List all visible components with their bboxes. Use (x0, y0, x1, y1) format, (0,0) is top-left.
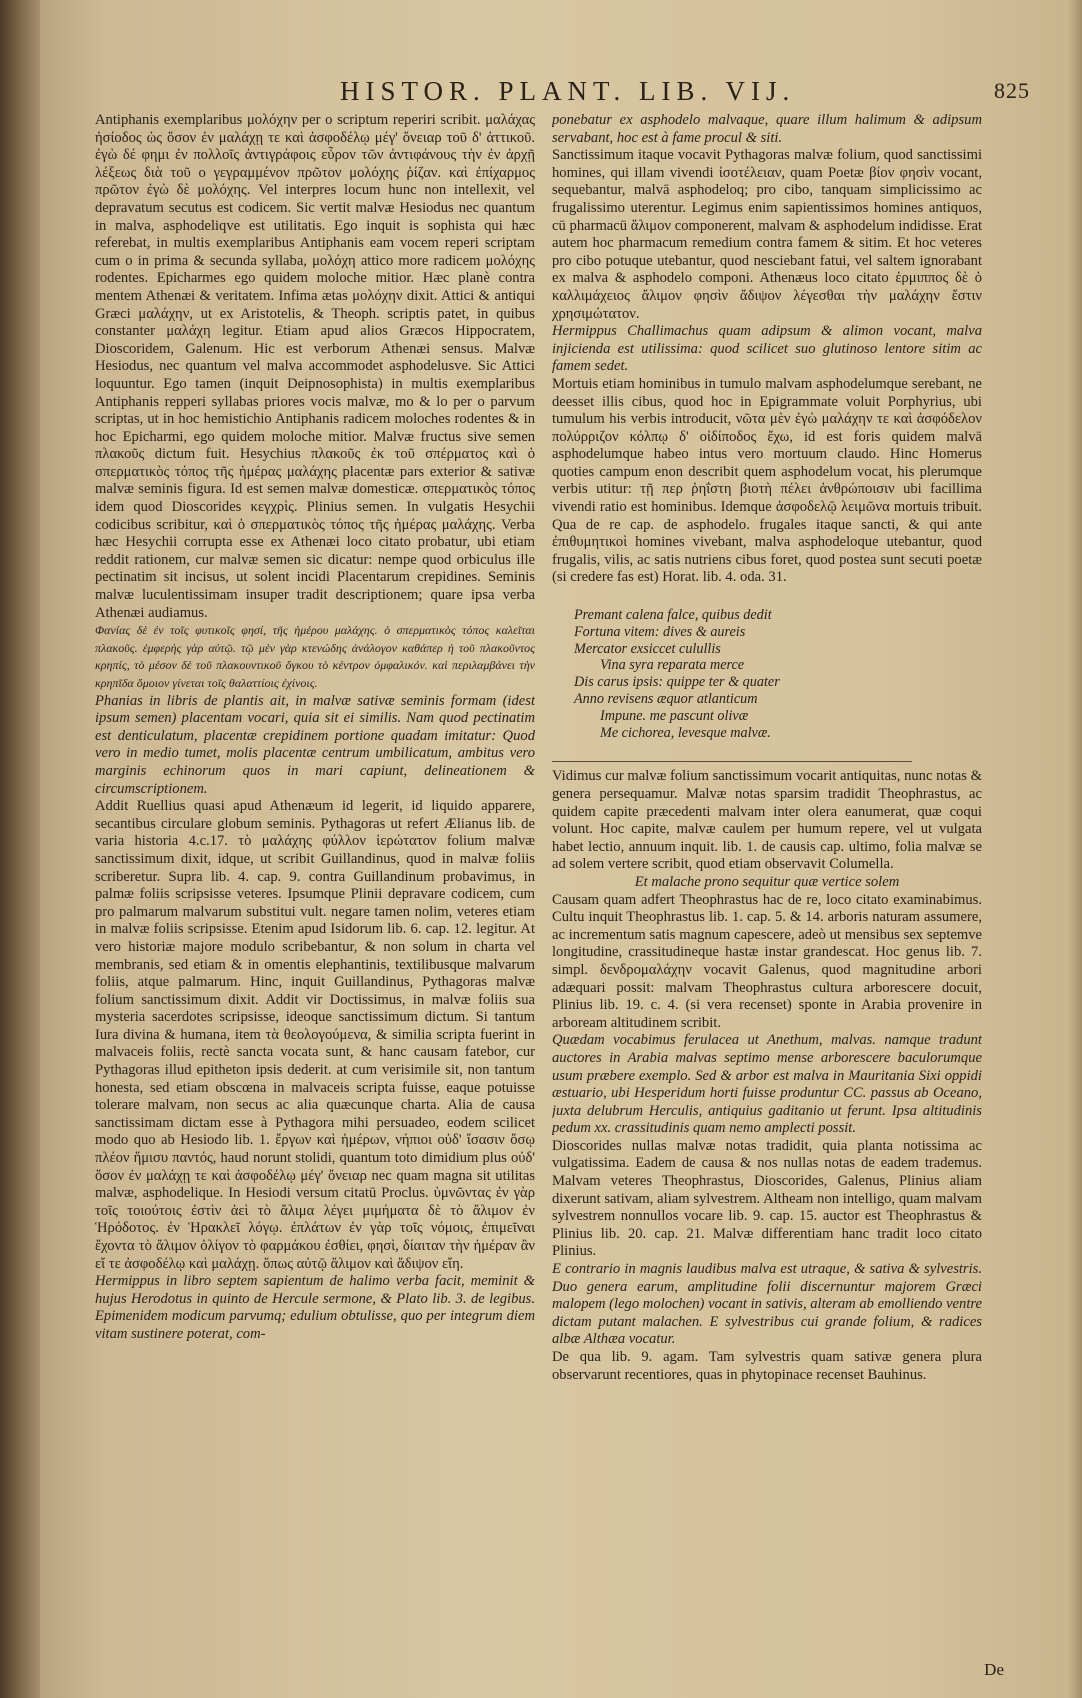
poem-line: Anno revisens æquor atlanticum (574, 691, 758, 708)
right-column (552, 112, 982, 1642)
right-italic-paragraph: Hermippus Challimachus quam adipsum & alimon vocant, malva injicienda est utilissima: quod scilicet suo glutinoso lentore sitim ac famem sedet. (552, 323, 982, 375)
right-italic-paragraph: ponebatur ex asphodelo malvaque, quare illum halimum & adipsum servabant, hoc est à fame procul & siti. (552, 112, 982, 146)
right-paragraph: Vidimus cur malvæ folium sanctissimum vocarit antiquitas, nunc notas & genera persequamur. Malvæ notas sparsim tradidit Theophrastus, ac quidem capite præcedenti malvam inter olera eanumerat, quæ coqui volunt. Hoc capite, malvæ caulem per humum repere, vel ut vulgata habet lectio, annuum inquit. lib. 1. de causis cap. ultimo, folia malvæ se ad solem vertere scribit, quod etiam observavit Columella. (552, 768, 982, 873)
right-paragraph: Sanctissimum itaque vocavit Pythagoras malvæ folium, quod sanctissimi homines, qui illam vivendi ἰσοτέλειαν, quam Poetæ βίον φησὶν vocant, sequebantur, malvā asphodeloq; pro cibo, tanquam simplicissimo ac frugalissimo uterentur. Legimus enim sapientissimos homines antiquos, cū pharmacū ἄλιμον componerent, malvam & asphodelum indidisse. Erat autem hoc pharmacum remedium contra famem & sitim. Et hoc veteres pro cibo potuque utebantur, quod nesciebant fatui, vel saltem ignorabant ex malva & asphodelo componi. Athenæus loco citato ἑρμιππος δὲ ὁ καλλιμάχειος ἄλιμον φησὶν ἄδιψον λέγεσθαι τὴν μαλάχην ἔστιν χρησιμώτατον. (552, 147, 982, 322)
right-italic-paragraph: Quædam vocabimus ferulacea ut Anethum, malvas. namque tradunt auctores in Arabia malvas septimo mense arborescere baculorumque usum præbere exemplo. Sed & arbor est malva in Mauritania Sixi oppidi æstuario, ubi Hesperidum horti fuisse produntur CC. passus ab Oceano, juxta delubrum Herculis, antiquius gaditanio ut ferunt. Ipsa altitudinis pedum xx. crassitudinis quam nemo amplecti possit. (552, 1032, 982, 1137)
poem-line: Premant calena falce, quibus dedit (574, 607, 772, 624)
left-italic-paragraph: Phanias in libris de plantis ait, in malvæ sativæ seminis formam (idest ipsum semen) placentam vocari, quia sit ei similis. Nam quod pectinatim est denticulatum, placentæ crepidinem portione quadam imitatur: Quod vero in medio tumet, molis placentæ centrum umbilicatum, ambitus vero marginis echinorum quos in mari capiunt, delineationem & circumscriptionem. (95, 692, 535, 797)
poem-line: Mercator exsiccet culullis (574, 640, 721, 657)
right-italic-paragraph: E contrario in magnis laudibus malva est utraque, & sativa & sylvestris. Duo genera earum, amplitudine folii discernuntur majorem Græci malopem (lego molochen) vocant in sativis, alteram ab emolliendo ventre dictam putant malachen. E sylvestribus cui grande folium, & radices albæ Althæa vocatur. (552, 1261, 982, 1348)
left-italic-paragraph: Hermippus in libro septem sapientum de halimo verba facit, meminit & hujus Herodotus in quinto de Hercule sermone, & Plato lib. 3. de legibus. Epimenidem modicum parvumq; edulium obtulisse, quo per integrum diem vitam sustinere poterat, com- (95, 1273, 535, 1342)
section-rule (552, 761, 912, 762)
horace-ode-quote (574, 607, 982, 741)
page-number: 825 (994, 78, 1030, 103)
poem-line: Fortuna vitem: dives & aureis (574, 623, 746, 640)
verse-quote: Et malache prono sequitur quæ vertice solem (634, 873, 900, 890)
page-edge-shadow (1068, 0, 1082, 1698)
right-paragraph: Mortuis etiam hominibus in tumulo malvam asphodelumque serebant, ne deesset illis cibus, quod hoc in Epigrammate voluit Porphyrius, ubi tumulum his verbis introducit, νῶτα μὲν ἐγὼ μαλάχην τε καὶ ἀσφόδελον πολύρριζον κόλπῳ δ' οἰδίποδος ἔχω, id est foris quidem malvā asphodelumque habeo intus vero mortuum claudo. Hinc Homerus quoties campum enon describit quem asphodelum vocat, his plerumque verbis utitur: τῇ περ ῥηΐστη βιοτὴ πέλει ἀνθρώποισιν ubi facillima vivendi ratio est hominibus. Idemque ἀσφοδελῷ λειμῶνα mortuis tribuit. Qua de re cap. de asphodelo. frugales itaque sancti, & qui ante ἐπιθυμητικοὶ homines vivebant, malva asphodeloque utebantur, quod frugalis, vilis, ac satis nutriens cibus foret, quod postea sunt secuti poetæ (si credere fas est) Horat. lib. 4. oda. 31. (552, 375, 982, 586)
left-greek-passage: Φανίας δὲ ἐν τοῖς φυτικοῖς φησί, τῆς ἡμέρου μαλάχης. ὁ σπερματικὸς τόπος καλεῖται πλακοῦς. ἐμφερὴς γὰρ αὐτῷ. τῷ μὲν γὰρ κτενώδης ἀνάλογον καθάπερ ἡ τοῦ πλακοῦντος κρηπίς, τὸ μέσον δὲ τοῦ πλακουντικοῦ ὄγκου τὸ κέντρον ὀμφαλικόν. καὶ περιλαμβάνει τὴν κρηπῖδα ὅμοιον γίνεται τοῖς θαλαττίοις ἐχίνοις. (95, 623, 535, 690)
poem-line: Impune. me pascunt olivæ (600, 707, 749, 724)
catchword: De (984, 1660, 1004, 1679)
left-paragraph: Addit Ruellius quasi apud Athenæum id legerit, id liquido apparere, secantibus circulare globum seminis. Pythagoras ut refert Ælianus lib. de varia historia 4.c.17. τὸ μαλάχης φύλλον ἱερώτατον folium malvæ sanctissimum dixit, idque, ut scribit Guillandinus, quod in malvæ foliis scriberetur. Supra lib. 4. cap. 9. contra Guillandinum probavimus, in palmæ foliis scripsisse veteres. Ipsumque Plinii depravare codicem, cum pro palmarum malvarum substitui vult. negare tamen nolim, veteres etiam in malvæ foliis scripsisse. Etenim apud Isidorum lib. 6. cap. 12. legitur. At vero historiæ majore modulo scribebantur, & non solum in charta vel membranis, sed etiam & in omentis elephantinis, textilibusque malvarum foliis, atque palmarum. Hinc, inquit Guillandinus, Pythagoras malvæ folium sanctissimum dixit. Addit vir Doctissimus, in malvæ foliis sua mysteria sacerdotes scripsisse, ideoque sanctissimum dictum. Si tantum Iura divina & humana, item τὰ θεολογούμενα, & similia scripta fuerint in malvaceis foliis, rectè sancta vocata sunt, & hanc causam fatebor, cur Pythagoras illud epitheton ipsis dederit. at cum verisimile sit, non tantum honesta, sed etiam obscœna in malvaceis scripta fuisse, eaque potuisse tolerare malvam, non secus ac alia quæcunque charta. Alia de causa sanctissimam dictam esse à Pythagora mihi persuadeo, eodem scilicet modo quo ab Hesiodo lib. 1. ἔργων καὶ ἡμέρων, νήπιοι οὐδ' ἴσασιν ὅσῳ πλέον ἥμισυ παντός, haud norunt stolidi, quantum toto dimidium plus οὐδ' ὅσον ἐν μαλάχῃ τε καὶ ἀσφοδέλῳ μέγ' ὄνειαρ nec quam magna sit utilitas malvæ, asphodelique. In Hesiodi versum citatū Proclus. ὑμνῶντας ἐν γὰρ τοῖς τοιούτοις ἐστὶν ἀεὶ τὸ ἄλιμα λέγει μιμήματα δὲ τὸ ἄλιμον ἐν Ἡρόδοτος. ἐν Ἡρακλεῖ λόγῳ. ἐπλάτων ἐν γὰρ τοῖς νόμοις, ἐπιμεῖναι ἔχοντα τὸ ἄλιμον ὀλίγον τὸ φαρμάκου ἐσθίει, φησὶ, δίαιταν τὴν ἡμέραν ἂν εἴ τε ἀσφοδέλῳ καὶ μαλάχῃ. ὅπως αὐτῷ ἄλιμον καὶ ἄδιψον εἴη. (95, 798, 535, 1272)
poem-line: Dis carus ipsis: quippe ter & quater (574, 674, 780, 691)
poem-line: Vina syra reparata merce (600, 657, 745, 674)
right-paragraph: Causam quam adfert Theophrastus hac de re, loco citato examinabimus. Cultu inquit Theophrastus lib. 1. cap. 5. & 14. arboris naturam assumere, ac incrementum satis magnum capescere, adeò ut mensibus sex septemve longitudine, crassitudineque hastæ instar grandescat. Hoc genus lib. 7. simpl. δενδρομαλάχην vocavit Galenus, quod magnitudine arbori adæquari possit: malvam Theophrastus cultura arborescere docuit, Plinius lib. 19. c. 4. (si vera recenset) sponte in Arabia provenire in arboream altitudinem scribit. (552, 891, 982, 1031)
left-paragraph: Antiphanis exemplaribus μολόχην per ο scriptum reperiri scribit. μαλάχας ἠσίοδος ὡς ὅσον ἐν μαλάχῃ τε καὶ ἀσφοδέλῳ μέγ' ὄνειαρ τοῦ δ' ἀττικοῦ. ἐγὼ δέ φημι ἐν πολλοῖς ἀντιγράφοις εὗρον τῶν ἀντιφάνους τὴν ἐν ἀρχῇ λέξεως διὰ τοῦ ο γεγραμμένον πρῶτον μολόχης ῥίζαν. καὶ ἐπίχαρμος πρῶτον ἐγὼ δὲ μολόχης. Vel interpres locum hunc non intellexit, vel depravatum secutus est codicem. Sic vertit malvæ Hesiodus nec quantum in malva, asphodeliqve est utilitatis. Ego inquit is sophista qui hæc referebat, in multis exemplaribus Antiphanis eam vocem reperi scriptam cum o in prima & secunda syllaba, μολόχη attico more radicem μολόχης rodentes. Epicharmes ego quidem moloche mitior. Hæc planè contra mentem Athenæi & veritatem. Infima ætas μολόχην dixit. Attici & antiqui Græci μαλάχην, ut ex Aristotelis, & Theoph. scriptis patet, in quibus constanter μαλάχη legitur. Etiam apud alios Græcos Hippocratem, Dioscoridem, Galenum. Hic est verborum Athenæi sensus. Malvæ Hesiodus, nec quantum vel malva accommodet asphodelusve. Sic Attici loquuntur. Ego tamen (inquit Deipnosophista) in multis exemplaribus Antiphanis repperi syllabas priores vocis malvæ, mo & lo per o parvum scriptas, ut in hoc hemistichio Antiphanis radicem moloches rodentes & in hoc Epicharmi, ego quidem moloche mitior. Malvæ fructus sive semen πλακοῦς dictum fuit. Hesychius πλακοῦς ἐκ τοῦ σπέρματος καὶ ὁ σπερματικὸς τόπος τῆς ἡμέρας μαλάχης placentæ pars exterior & sativæ malvæ seminis figura. Id est semen malvæ domesticæ. σπερματικὸς τόπος idem quod Dioscorides κεγχρὶς. Plinius semen. In vulgatis Hesychii codicibus scribitur, καὶ ὁ σπερματικὸς τόπος τῆς ἡμέρας μαλάχης. Verba hæc Hesychii corrupta esse ex Athenæi loco citato probatur, ubi etiam reddit rationem, cur malvæ semen sic dicatur: nempe quod orbiculus ille pectinatim sit incisus, ut solent incidi Placentarum crepidines. Seminis malvæ luculentissimam insuper tradit descriptionem; quare ipsa verba Athenæi audiamus. (95, 112, 535, 621)
poem-line: Me cichorea, levesque malvæ. (600, 724, 771, 741)
right-paragraph: Dioscorides nullas malvæ notas tradidit, quia planta notissima ac vulgatissima. Eadem de causa & nos nullas notas de eadem trademus. Malvam veteres Theophrastus, Dioscorides, Galenus, Plinius aliam dixerunt sativam, aliam sylvestrem. Altheam non intelligo, quam malvam sylvestrem nonnullos vocare lib. 9. cap. 15. auctor est Theophrastus & Plinius lib. 20. cap. 21. Malvæ differentiam hanc tradit loco citato Plinius. (552, 1137, 982, 1260)
right-paragraph: De qua lib. 9. agam. Tam sylvestris quam sativæ genera plura observarunt recentiores, quas in phytopinace recenset Bauhinus. (552, 1349, 982, 1383)
running-title: HISTOR. PLANT. LIB. VIJ. (340, 76, 796, 106)
book-gutter-shadow (0, 0, 40, 1698)
left-column (95, 112, 535, 1642)
running-header (340, 76, 1030, 112)
